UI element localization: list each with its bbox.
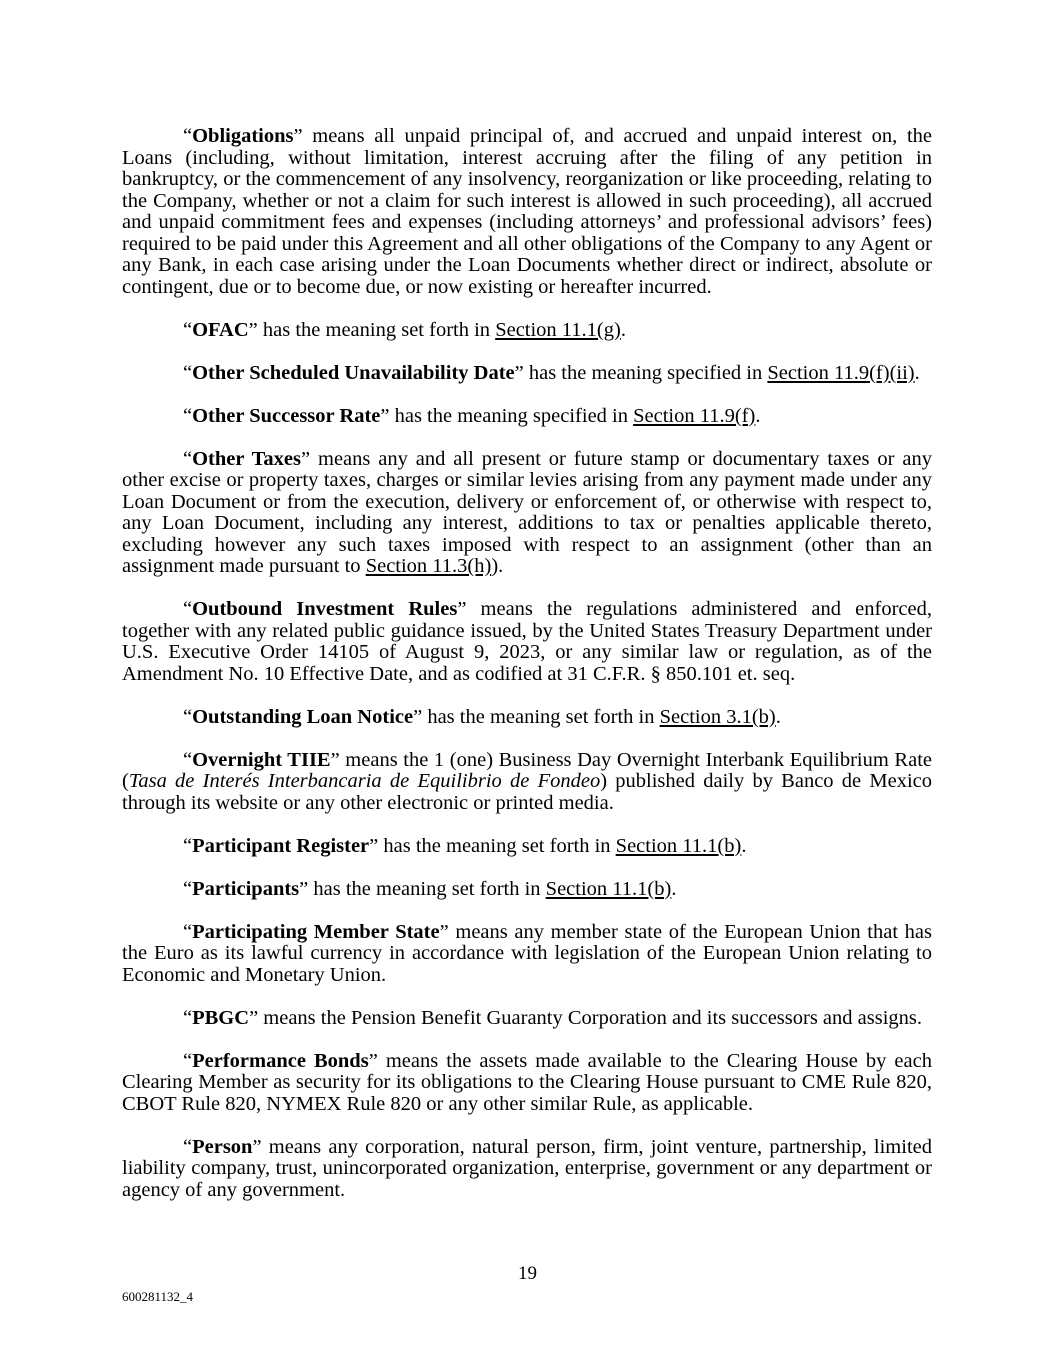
defined-term: Participating Member State — [192, 920, 440, 943]
section-reference: Section 11.1(b) — [545, 877, 672, 900]
defined-term: Other Scheduled Unavailability Date — [192, 361, 515, 384]
definition-paragraph — [122, 1137, 932, 1202]
text-run: “ — [183, 834, 193, 857]
text-run: ” has the meaning specified in — [514, 361, 768, 384]
defined-term: Other Successor Rate — [192, 404, 381, 427]
text-run: “ — [183, 361, 193, 384]
definition-paragraph — [122, 1051, 932, 1116]
section-reference: Section 3.1(b) — [659, 705, 776, 728]
definition-paragraph — [122, 126, 932, 298]
text-run: ” has the meaning set forth in — [413, 705, 660, 728]
text-run: ” has the meaning set forth in — [248, 318, 496, 341]
definition-paragraph — [122, 1008, 932, 1030]
text-run: “ — [183, 125, 193, 147]
text-run: ” means any and all present or future stamp or documentary taxes or any other excise or property taxes, charges or similar levies arising from any payment made under any Loan Document or from the execution, delivery or enforcement of, or otherwise with respect to, any Loan Document, including any interest, additions to tax or penalties applicable thereto, excluding however any such taxes imposed with respect to an assignment (other than an assignment made pursuant to — [122, 447, 932, 577]
defined-term: Participants — [192, 877, 300, 900]
defined-term: Overnight TIIE — [192, 748, 331, 771]
text-run: ” means the regulations administered and enforced, together with any related public guidance issued, by the United States Treasury Department under U.S. Executive Order 14105 of August 9, 2023, or any similar law or regulation, as of the Amendment No. 10 Effective Date, and as codified at 31 C.F.R. § 850.101 et. seq. — [122, 598, 932, 685]
text-run: “ — [183, 318, 193, 341]
defined-term: Obligations — [192, 125, 294, 147]
defined-term: Participant Register — [192, 834, 370, 857]
text-run: “ — [183, 705, 193, 728]
defined-term: OFAC — [192, 318, 249, 341]
text-run: . — [755, 404, 761, 427]
text-run: . — [671, 877, 677, 900]
text-run: . — [914, 361, 920, 384]
text-run: ” means the 1 (one) Business Day Overnight Interbank Equilibrium Rate ( — [122, 748, 932, 792]
defined-term: Person — [192, 1135, 253, 1158]
text-run: ” means any member state of the European Union that has the Euro as its lawful currency in accordance with legislation of the European Union relating to Economic and Monetary Union. — [122, 920, 932, 986]
text-run: ” means any corporation, natural person, firm, joint venture, partnership, limited liability company, trust, unincorporated organization, enterprise, government or any department or agency of any government. — [122, 1135, 932, 1201]
text-run: “ — [183, 748, 193, 771]
definition-paragraph — [122, 707, 932, 729]
text-run: ” has the meaning specified in — [380, 404, 634, 427]
defined-term: Other Taxes — [192, 447, 302, 470]
definition-paragraph — [122, 449, 932, 578]
document-id: 600281132_4 — [122, 1289, 194, 1304]
definition-paragraph — [122, 363, 932, 385]
text-run: ). — [491, 555, 504, 577]
text-run: ” has the meaning set forth in — [369, 834, 616, 857]
text-run: ” means the assets made available to the Clearing House by each Clearing Member as security for its obligations to the Clearing House pursuant to CME Rule 820, CBOT Rule 820, NYMEX Rule 820 or any other similar Rule, as applicable. — [122, 1049, 932, 1115]
defined-term: Outbound Investment Rules — [192, 598, 458, 620]
text-run: “ — [183, 447, 193, 470]
definition-paragraph — [122, 406, 932, 428]
italic-phrase: Tasa de Interés Interbancaria de Equilibrio de Fondeo — [128, 770, 601, 792]
definition-paragraph — [122, 320, 932, 342]
text-run: . — [775, 705, 781, 728]
document-body — [122, 126, 932, 1223]
section-reference: Section 11.1(b) — [615, 834, 742, 857]
text-run: ” has the meaning set forth in — [299, 877, 546, 900]
text-run: “ — [183, 598, 193, 620]
section-reference: Section 11.3(h) — [365, 555, 492, 577]
section-reference: Section 11.9(f)(ii) — [767, 361, 915, 384]
text-run: . — [620, 318, 626, 341]
text-run: “ — [183, 877, 193, 900]
text-run: ” means the Pension Benefit Guaranty Corporation and its successors and assigns. — [249, 1006, 923, 1029]
text-run: ” means all unpaid principal of, and accrued and unpaid interest on, the Loans (including, without limitation, interest accruing after the filing of any petition in bankruptcy, or the commencement of any insolvency, reorganization or like proceeding, relating to the Company, whether or not a claim for such interest is allowed in such proceeding), all accrued and unpaid commitment fees and expenses (including attorneys’ and professional advisors’ fees) required to be paid under this Agreement and all other obligations of the Company to any Agent or any Bank, in each case arising under the Loan Documents whether direct or indirect, absolute or contingent, due or to become due, or now existing or hereafter incurred. — [122, 125, 932, 298]
text-run: “ — [183, 404, 193, 427]
text-run: “ — [183, 1006, 193, 1029]
section-reference: Section 11.9(f) — [633, 404, 756, 427]
defined-term: PBGC — [192, 1006, 250, 1029]
text-run: “ — [183, 920, 193, 943]
section-reference: Section 11.1(g) — [495, 318, 621, 341]
text-run: “ — [183, 1135, 193, 1158]
definition-paragraph — [122, 836, 932, 858]
definition-paragraph — [122, 879, 932, 901]
definition-paragraph — [122, 750, 932, 815]
definition-paragraph — [122, 599, 932, 685]
text-run: “ — [183, 1049, 193, 1072]
defined-term: Performance Bonds — [192, 1049, 369, 1072]
text-run: ) published daily by Banco de Mexico through its website or any other electronic or printed media. — [122, 770, 932, 814]
page-number: 19 — [518, 1263, 537, 1284]
defined-term: Outstanding Loan Notice — [192, 705, 414, 728]
text-run: . — [741, 834, 747, 857]
definition-paragraph — [122, 922, 932, 987]
